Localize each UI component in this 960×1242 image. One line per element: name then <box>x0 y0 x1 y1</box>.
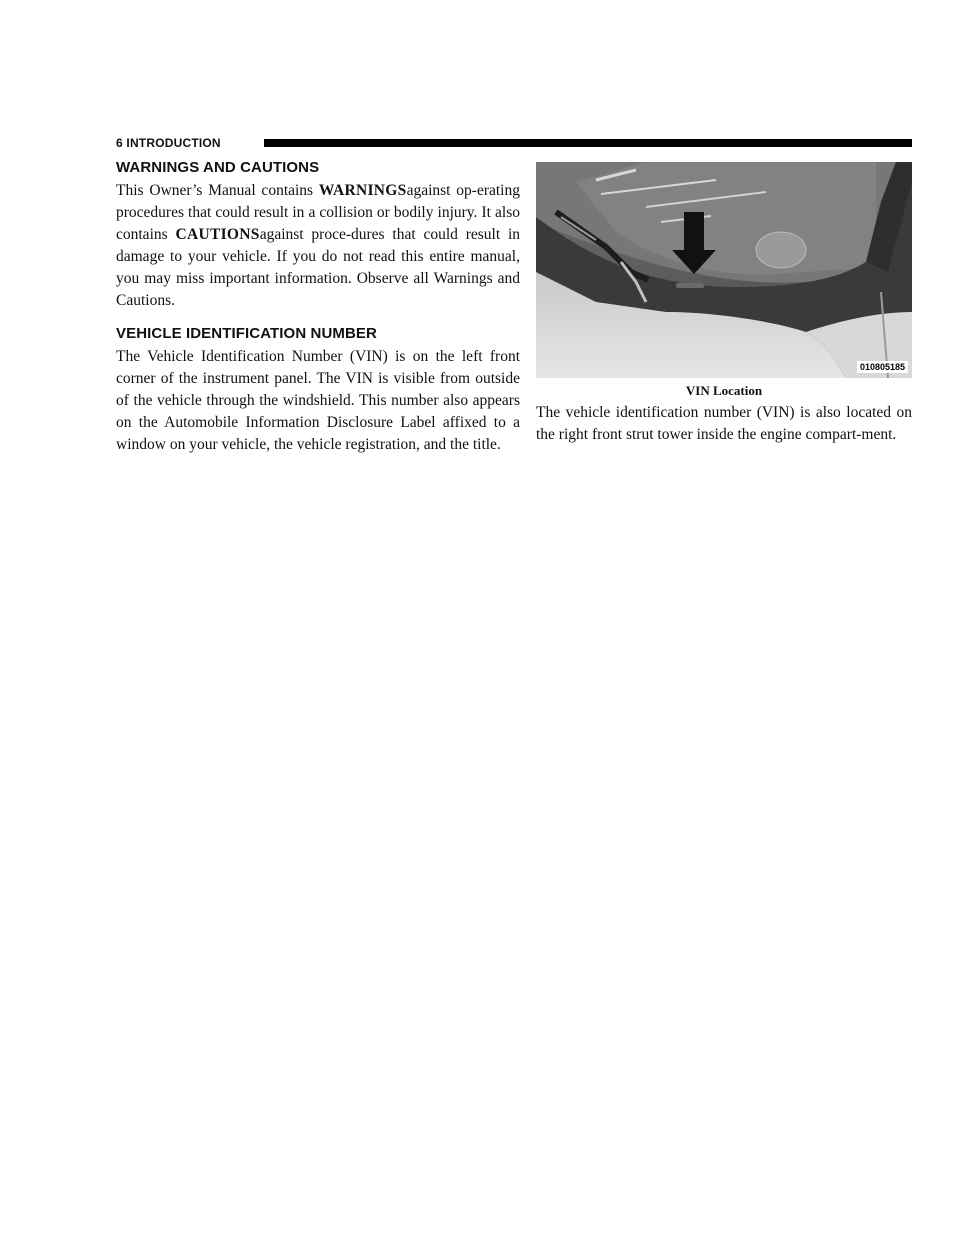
header-rule <box>264 139 912 147</box>
figure-caption: VIN Location <box>685 383 763 398</box>
page-title: 6 INTRODUCTION <box>116 136 229 150</box>
vin-location-figure <box>536 162 912 378</box>
cautions-keyword: CAUTIONS <box>175 226 260 243</box>
warnings-paragraph <box>116 180 520 312</box>
figure-code: 010805185 <box>857 361 908 373</box>
warnings-keyword: WARNINGS <box>318 182 407 199</box>
warnings-text-2: against op-erating procedures that could result in a collision or bodily injury. It also contains <box>116 182 520 243</box>
warnings-text-1: This Owner’s Manual contains <box>116 182 319 199</box>
vin-strut-paragraph: The vehicle identification number (VIN) is also located on the right front strut tower inside the engine compart-ment. <box>536 404 912 443</box>
left-column <box>116 158 520 456</box>
vin-heading: VEHICLE IDENTIFICATION NUMBER <box>116 325 377 342</box>
vin-section <box>116 324 520 456</box>
vin-paragraph: The Vehicle Identification Number (VIN) is on the left front corner of the instrument panel. The VIN is visible from outside of the vehicle through the windshield. This number also appears on the Automobile Information Disclosure Label affixed to a window on your vehicle, the vehicle registration, and the title. <box>116 348 520 453</box>
page-header <box>116 136 912 150</box>
warnings-text-3: against proce-dures that could result in damage to your vehicle. If you do not read this entire manual, you may miss important information. Observe all Warnings and Cautions. <box>116 226 520 309</box>
windshield-illustration <box>536 162 912 378</box>
warnings-heading: WARNINGS AND CAUTIONS <box>116 159 320 176</box>
right-column <box>536 162 912 446</box>
